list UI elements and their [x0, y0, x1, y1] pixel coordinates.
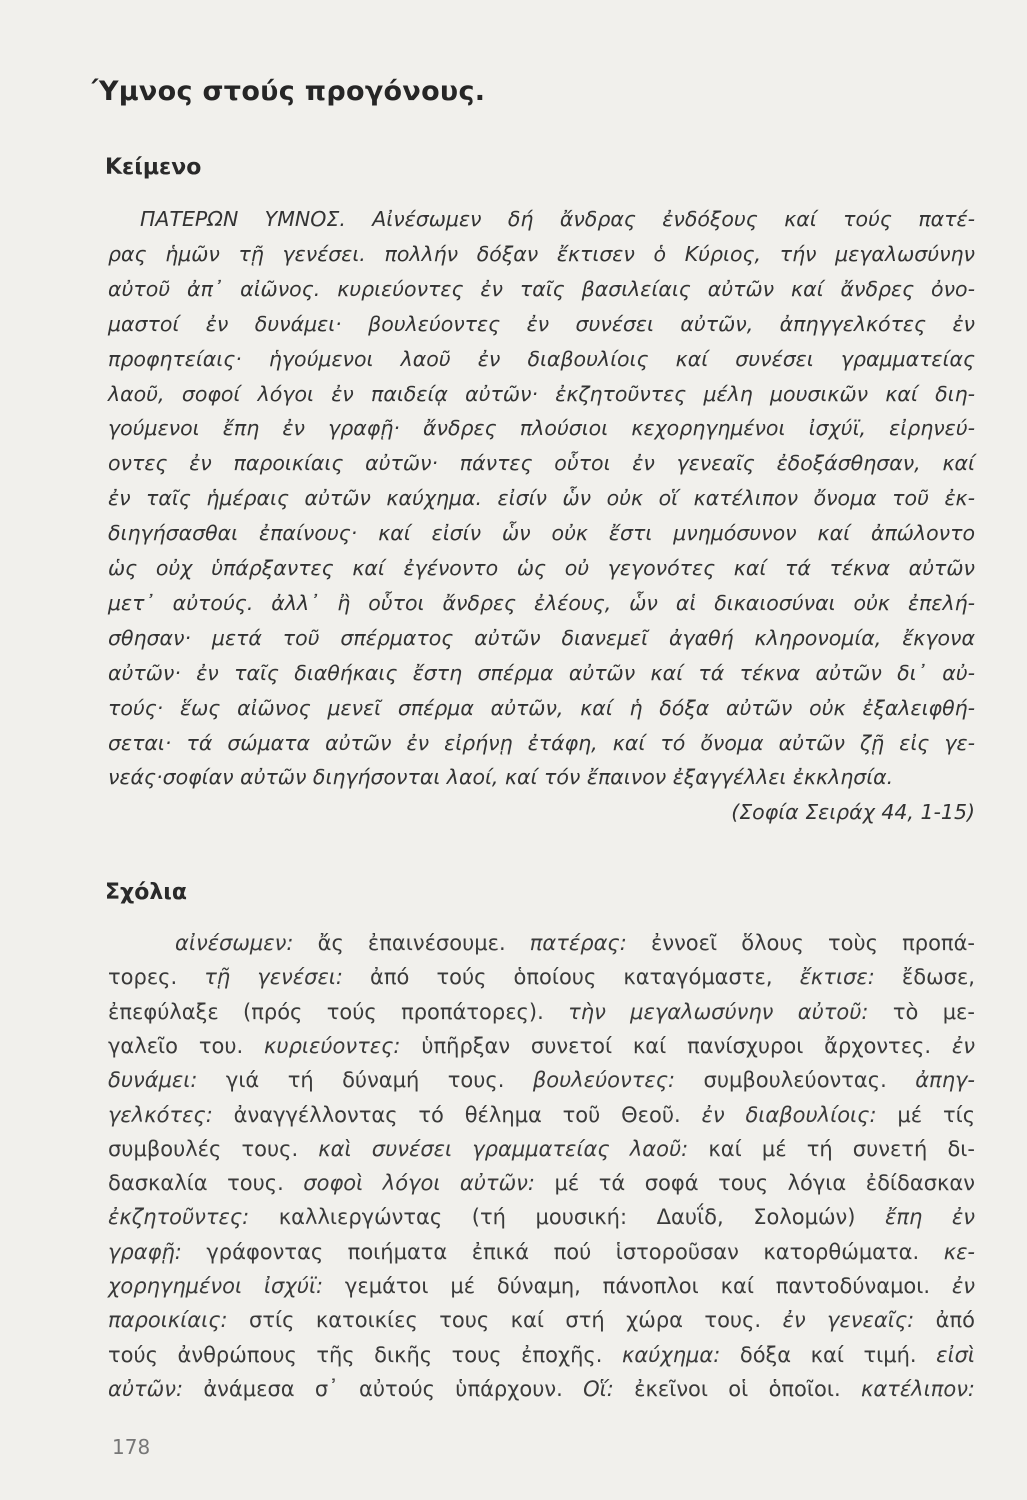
note-gloss: δόξα καί τιμή.	[720, 1342, 937, 1367]
note-line	[108, 997, 975, 1027]
note-term: ἔπη ἐν	[885, 1205, 976, 1230]
text-line: αὐτῶν· ἐν ταῖς διαθήκαις ἔστη σπέρμα αὐτῶν καί τά τέκνα αὐτῶν δι᾿ αὐ-	[108, 660, 975, 685]
note-line	[175, 928, 975, 958]
text-line: λαοῦ, σοφοί λόγοι ἐν παιδείᾳ αὐτῶν· ἐκζητοῦντες μέλη μουσικῶν καί διη-	[108, 381, 975, 406]
note-term: παροικίαις:	[108, 1308, 228, 1333]
note-gloss: μέ τά σοφά τους λόγια ἐδίδασκαν	[534, 1171, 975, 1196]
note-line	[108, 1100, 975, 1130]
note-gloss: ἀναγγέλλοντας τό θέλημα τοῦ Θεοῦ.	[212, 1102, 702, 1127]
note-term: γραφῇ:	[108, 1239, 182, 1264]
note-gloss: συμβουλές τους.	[108, 1136, 319, 1161]
page-title: Ύμνος στούς προγόνους.	[92, 76, 486, 107]
note-term: καύχημα:	[621, 1342, 721, 1367]
note-line	[108, 1305, 975, 1335]
note-term: τῇ γενέσει:	[204, 965, 343, 990]
note-gloss: τὸ με-	[868, 999, 975, 1024]
note-term: Οἵ:	[583, 1376, 614, 1401]
note-term: ἐν διαβουλίοις:	[701, 1102, 877, 1127]
note-line	[108, 1374, 975, 1404]
note-term: ἔκτισε:	[799, 965, 875, 990]
note-gloss: ἐννοεῖ ὅλους τοὺς προπά-	[626, 931, 975, 955]
note-line	[108, 1202, 975, 1232]
note-gloss: ἔδωσε,	[874, 965, 975, 990]
note-gloss: ὑπῆρξαν συνετοί καί πανίσχυροι ἄρχοντες.	[400, 1033, 952, 1058]
note-gloss: ἐκεῖνοι οἱ ὁποῖοι.	[613, 1376, 861, 1401]
note-gloss: γράφοντας ποιήματα ἐπικά πού ἱστοροῦσαν κατορθώματα.	[181, 1239, 944, 1264]
text-line: σθησαν· μετά τοῦ σπέρματος αὐτῶν διανεμεῖ ἀγαθή κληρονομία, ἔκγονα	[108, 625, 975, 650]
note-line	[108, 1065, 975, 1095]
text-line: διηγήσασθαι ἐπαίνους· καί εἰσίν ὧν οὐκ ἔστι μνημόσυνον καί ἀπώλοντο	[108, 521, 975, 546]
note-line	[108, 1134, 975, 1164]
note-gloss: τορες.	[108, 965, 205, 990]
note-term: αἰνέσωμεν:	[175, 931, 294, 955]
text-line: μαστοί ἐν δυνάμει· βουλεύοντες ἐν συνέσει αὐτῶν, ἀπηγγελκότες ἐν	[108, 311, 975, 336]
note-gloss: τούς ἀνθρώπους τῆς δικῆς τους ἐποχῆς.	[108, 1342, 622, 1367]
note-gloss: καί μέ τή συνετή δι-	[688, 1136, 975, 1161]
text-line: ρας ἡμῶν τῇ γενέσει. πολλήν δόξαν ἔκτισεν ὁ Κύριος, τήν μεγαλωσύνην	[108, 241, 975, 266]
note-gloss: στίς κατοικίες τους καί στή χώρα τους.	[227, 1308, 783, 1333]
note-gloss: ἀπό τούς ὁποίους καταγόμαστε,	[342, 965, 800, 990]
note-term: βουλεύοντες:	[532, 1068, 676, 1093]
note-line	[108, 1168, 975, 1198]
notes-heading: Σχόλια	[105, 880, 187, 905]
note-gloss: καλλιεργώντας (τή μουσική: Δαυΐδ, Σολομών)	[249, 1205, 886, 1230]
text-line: ΠΑΤΕΡΩΝ ΥΜΝΟΣ. Αἰνέσωμεν δή ἄνδρας ἐνδόξους καί τούς πατέ-	[140, 207, 975, 231]
note-term: εἰσὶ	[936, 1342, 975, 1367]
text-heading: Κείμενο	[105, 155, 202, 180]
note-term: ἐν	[951, 1033, 976, 1058]
note-term: πατέρας:	[529, 931, 627, 955]
text-line: μετ᾿ αὐτούς. ἀλλ᾿ ἢ οὗτοι ἄνδρες ἐλέους, ὧν αἱ δικαιοσύναι οὐκ ἐπελή-	[108, 590, 975, 615]
note-gloss: ἀπό	[914, 1308, 975, 1333]
note-term: ἐκζητοῦντες:	[108, 1205, 250, 1230]
text-line: ἐν ταῖς ἡμέραις αὐτῶν καύχημα. εἰσίν ὧν οὐκ οἵ κατέλιπον ὄνομα τοῦ ἐκ-	[108, 486, 975, 511]
note-line	[108, 1031, 975, 1061]
note-term: γελκότες:	[108, 1102, 213, 1127]
note-term: χορηγημένοι ἰσχύϊ:	[108, 1274, 324, 1298]
note-gloss: γαλεῖο του.	[108, 1033, 265, 1058]
note-term: αὐτῶν:	[108, 1376, 184, 1401]
note-term: δυνάμει:	[108, 1068, 198, 1093]
note-line	[108, 1271, 975, 1301]
note-gloss: ἀνάμεσα σ᾿ αὐτούς ὑπάρχουν.	[183, 1376, 584, 1401]
page-number: 178	[112, 1435, 151, 1459]
note-term: κατέλιπον:	[860, 1376, 975, 1401]
text-line: ὡς οὐχ ὑπάρξαντες καί ἐγένοντο ὡς οὐ γεγονότες καί τά τέκνα αὐτῶν	[108, 556, 975, 580]
note-gloss: δασκαλία τους.	[108, 1171, 304, 1196]
note-term: ἀπηγ-	[915, 1068, 976, 1093]
note-term: καὶ συνέσει γραμματείας λαοῦ:	[318, 1136, 689, 1161]
note-gloss: συμβουλεύοντας.	[675, 1068, 916, 1093]
text-line: νεάς·σοφίαν αὐτῶν διηγήσονται λαοί, καί τόν ἔπαινον ἐξαγγέλλει ἐκκλησία.	[108, 765, 894, 790]
note-gloss: ἄς ἐπαινέσουμε.	[293, 931, 530, 955]
note-line	[108, 962, 975, 992]
note-term: κυριεύοντες:	[264, 1033, 401, 1058]
note-line	[108, 1237, 975, 1267]
note-line	[108, 1340, 975, 1370]
text-line: γούμενοι ἔπη ἐν γραφῇ· ἄνδρες πλούσιοι κεχορηγημένοι ἰσχύϊ, εἰρηνεύ-	[108, 416, 975, 441]
note-gloss: γεμάτοι μέ δύναμη, πάνοπλοι καί παντοδύναμοι.	[323, 1274, 952, 1298]
note-term: τὴν μεγαλωσύνην αὐτοῦ:	[568, 999, 869, 1024]
note-term: ἐν	[951, 1274, 975, 1298]
note-gloss: μέ τίς	[876, 1102, 976, 1127]
note-term: ἐν γενεαῖς:	[782, 1308, 915, 1333]
text-line: προφητείαις· ἡγούμενοι λαοῦ ἐν διαβουλίοις καί συνέσει γραμματείας	[108, 346, 975, 371]
note-gloss: ἐπεφύλαξε (πρός τούς προπάτορες).	[108, 999, 569, 1024]
text-line: οντες ἐν παροικίαις αὐτῶν· πάντες οὗτοι ἐν γενεαῖς ἐδοξάσθησαν, καί	[108, 451, 975, 476]
text-line: τούς· ἕως αἰῶνος μενεῖ σπέρμα αὐτῶν, καί ἡ δόξα αὐτῶν οὐκ ἐξαλειφθή-	[108, 695, 975, 720]
source-citation: (Σοφία Σειράχ 44, 1-15)	[731, 800, 975, 824]
note-term: κε-	[943, 1239, 975, 1264]
text-line: αὐτοῦ ἀπ᾿ αἰῶνος. κυριεύοντες ἐν ταῖς βασιλείαις αὐτῶν καί ἄνδρες ὀνο-	[108, 276, 975, 301]
text-line: σεται· τά σώματα αὐτῶν ἐν εἰρήνῃ ἐτάφη, καί τό ὄνομα αὐτῶν ζῇ εἰς γε-	[108, 730, 975, 755]
note-gloss: γιά τή δύναμή τους.	[197, 1068, 533, 1093]
note-term: σοφοὶ λόγοι αὐτῶν:	[303, 1171, 535, 1196]
